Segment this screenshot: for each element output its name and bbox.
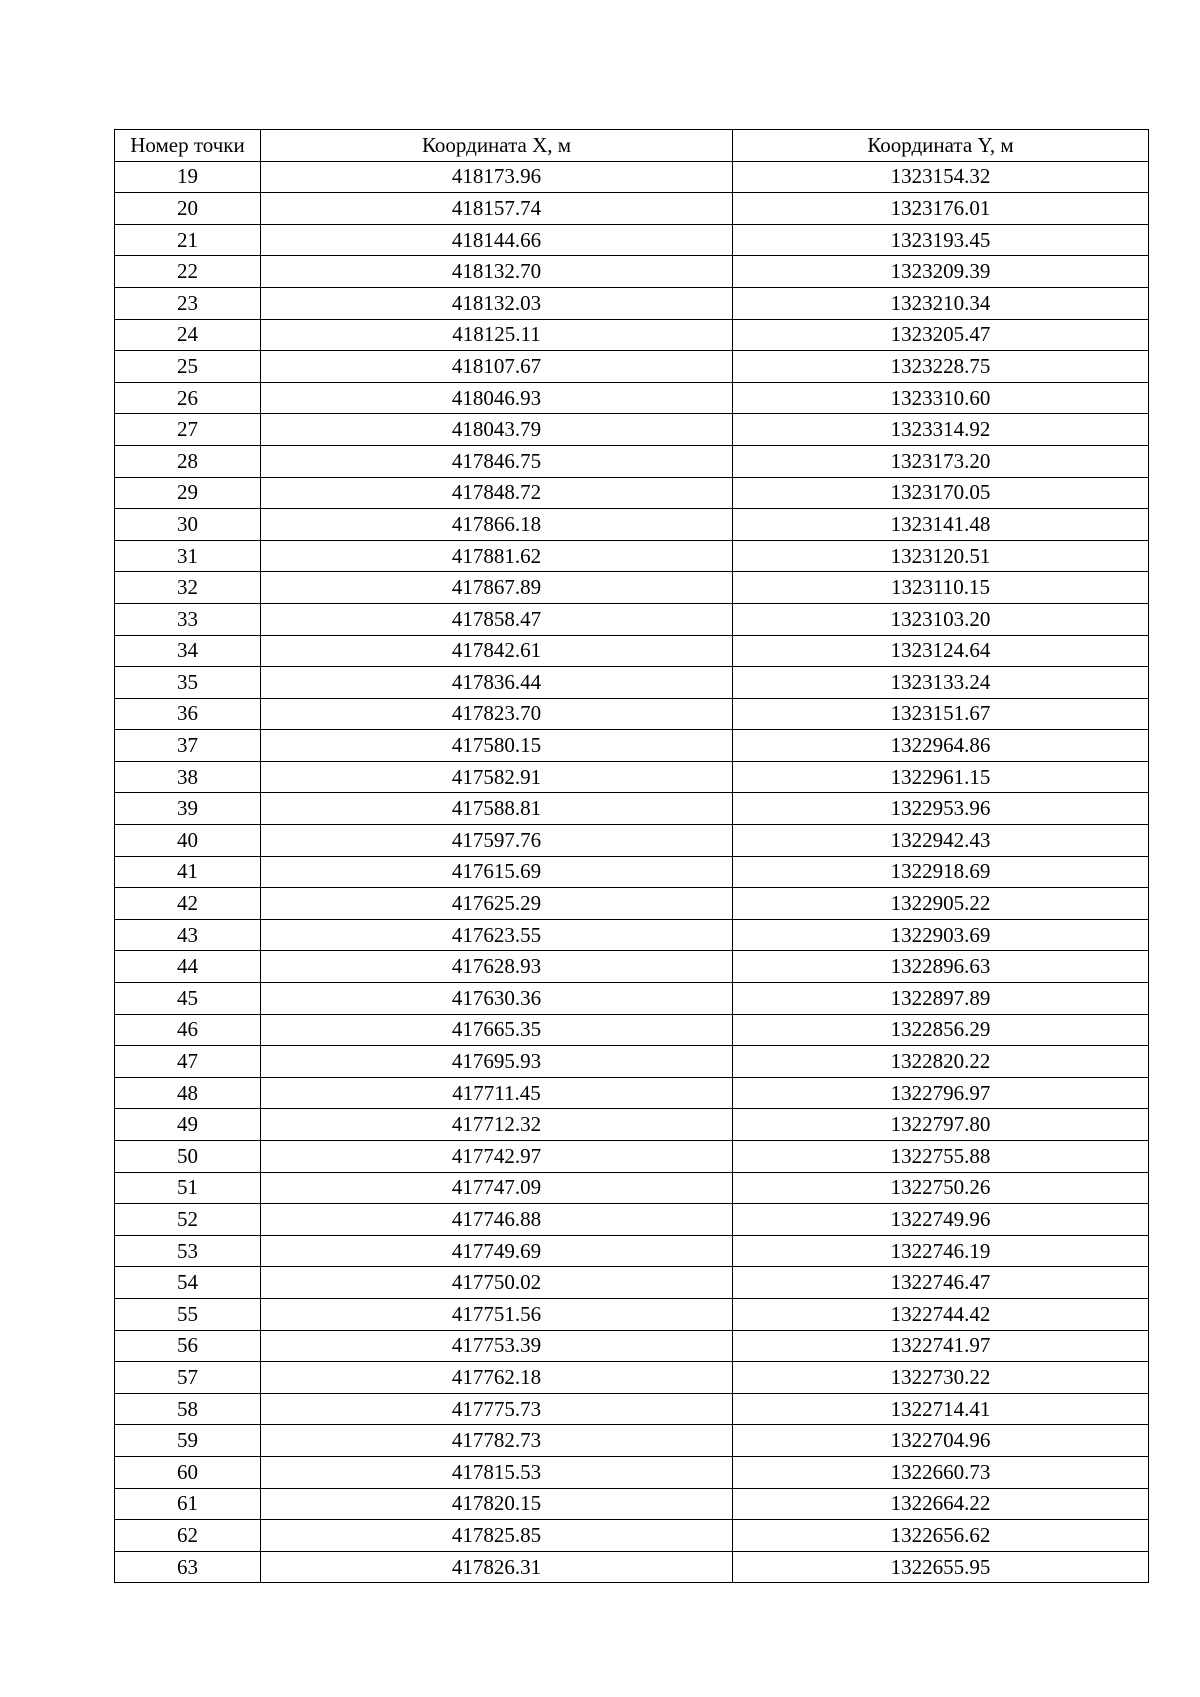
point-number-cell: 35 [115, 667, 261, 699]
coordinate-y-cell: 1323173.20 [733, 445, 1149, 477]
coordinate-x-cell: 418157.74 [261, 193, 733, 225]
table-row [115, 351, 1149, 383]
point-number-cell: 55 [115, 1298, 261, 1330]
table-row [115, 477, 1149, 509]
table-row [115, 1204, 1149, 1236]
coordinate-y-cell: 1322664.22 [733, 1488, 1149, 1520]
table-row [115, 1362, 1149, 1394]
point-number-cell: 56 [115, 1330, 261, 1362]
table-row [115, 1267, 1149, 1299]
table-row [115, 761, 1149, 793]
coordinate-y-cell: 1323205.47 [733, 319, 1149, 351]
coordinate-x-cell: 417782.73 [261, 1425, 733, 1457]
coordinate-x-cell: 417750.02 [261, 1267, 733, 1299]
coordinate-x-cell: 417881.62 [261, 540, 733, 572]
coordinate-x-cell: 418107.67 [261, 351, 733, 383]
point-number-cell: 22 [115, 256, 261, 288]
table-row [115, 1172, 1149, 1204]
coordinate-y-cell: 1322660.73 [733, 1456, 1149, 1488]
coordinate-x-cell: 417762.18 [261, 1362, 733, 1394]
table-row [115, 509, 1149, 541]
coordinate-x-cell: 417625.29 [261, 888, 733, 920]
coordinate-x-cell: 418173.96 [261, 161, 733, 193]
table-row [115, 1046, 1149, 1078]
table-row [115, 382, 1149, 414]
coordinate-x-cell: 417665.35 [261, 1014, 733, 1046]
coordinate-x-cell: 417826.31 [261, 1551, 733, 1583]
point-number-cell: 58 [115, 1393, 261, 1425]
coordinate-y-cell: 1323151.67 [733, 698, 1149, 730]
coordinate-y-cell: 1322918.69 [733, 856, 1149, 888]
coordinate-x-cell: 417712.32 [261, 1109, 733, 1141]
coordinate-y-cell: 1322820.22 [733, 1046, 1149, 1078]
coordinate-x-cell: 417742.97 [261, 1141, 733, 1173]
coordinate-x-cell: 417848.72 [261, 477, 733, 509]
point-number-cell: 37 [115, 730, 261, 762]
coordinate-x-cell: 417615.69 [261, 856, 733, 888]
coordinate-y-cell: 1322755.88 [733, 1141, 1149, 1173]
coordinate-x-cell: 418132.03 [261, 287, 733, 319]
point-number-cell: 61 [115, 1488, 261, 1520]
coordinate-y-cell: 1323228.75 [733, 351, 1149, 383]
point-number-cell: 45 [115, 983, 261, 1015]
point-number-cell: 32 [115, 572, 261, 604]
table-row [115, 730, 1149, 762]
coordinate-y-cell: 1322897.89 [733, 983, 1149, 1015]
coordinate-y-cell: 1323193.45 [733, 224, 1149, 256]
coordinate-y-cell: 1322704.96 [733, 1425, 1149, 1457]
coordinate-x-cell: 418125.11 [261, 319, 733, 351]
point-number-cell: 20 [115, 193, 261, 225]
coordinate-y-cell: 1323103.20 [733, 603, 1149, 635]
point-number-cell: 60 [115, 1456, 261, 1488]
coordinate-x-cell: 417753.39 [261, 1330, 733, 1362]
coordinate-y-cell: 1323176.01 [733, 193, 1149, 225]
table-row [115, 635, 1149, 667]
table-row [115, 1425, 1149, 1457]
table-row [115, 572, 1149, 604]
table-row [115, 1141, 1149, 1173]
coordinate-x-cell: 417846.75 [261, 445, 733, 477]
coordinate-x-cell: 417711.45 [261, 1077, 733, 1109]
coordinate-x-cell: 417746.88 [261, 1204, 733, 1236]
table-row [115, 540, 1149, 572]
table-row [115, 161, 1149, 193]
coordinate-x-cell: 417630.36 [261, 983, 733, 1015]
point-number-cell: 52 [115, 1204, 261, 1236]
point-number-cell: 50 [115, 1141, 261, 1173]
point-number-cell: 33 [115, 603, 261, 635]
table-row [115, 1330, 1149, 1362]
coordinate-x-cell: 417823.70 [261, 698, 733, 730]
table-row [115, 287, 1149, 319]
point-number-cell: 51 [115, 1172, 261, 1204]
point-number-cell: 43 [115, 919, 261, 951]
table-row [115, 603, 1149, 635]
coordinate-x-cell: 417867.89 [261, 572, 733, 604]
coordinate-y-cell: 1322964.86 [733, 730, 1149, 762]
table-body [115, 161, 1149, 1583]
point-number-cell: 59 [115, 1425, 261, 1457]
table-row [115, 983, 1149, 1015]
coordinate-x-cell: 417836.44 [261, 667, 733, 699]
coordinate-y-cell: 1322655.95 [733, 1551, 1149, 1583]
coordinate-y-cell: 1323209.39 [733, 256, 1149, 288]
coordinate-x-cell: 417751.56 [261, 1298, 733, 1330]
point-number-cell: 19 [115, 161, 261, 193]
point-number-cell: 24 [115, 319, 261, 351]
coordinate-y-cell: 1323141.48 [733, 509, 1149, 541]
point-number-cell: 38 [115, 761, 261, 793]
point-number-cell: 42 [115, 888, 261, 920]
coordinate-y-cell: 1322750.26 [733, 1172, 1149, 1204]
coordinate-y-cell: 1322797.80 [733, 1109, 1149, 1141]
coordinate-x-cell: 417825.85 [261, 1520, 733, 1552]
table-row [115, 951, 1149, 983]
table-row [115, 1393, 1149, 1425]
coordinate-x-cell: 417866.18 [261, 509, 733, 541]
point-number-cell: 47 [115, 1046, 261, 1078]
point-number-cell: 36 [115, 698, 261, 730]
coordinate-y-cell: 1323154.32 [733, 161, 1149, 193]
point-number-cell: 63 [115, 1551, 261, 1583]
coordinate-x-cell: 417580.15 [261, 730, 733, 762]
coordinate-y-cell: 1322744.42 [733, 1298, 1149, 1330]
table-row [115, 1488, 1149, 1520]
point-number-cell: 25 [115, 351, 261, 383]
coordinate-y-cell: 1323110.15 [733, 572, 1149, 604]
coordinate-y-cell: 1322953.96 [733, 793, 1149, 825]
table-row [115, 1520, 1149, 1552]
table-row [115, 224, 1149, 256]
point-number-cell: 29 [115, 477, 261, 509]
point-number-cell: 41 [115, 856, 261, 888]
coordinate-y-cell: 1322749.96 [733, 1204, 1149, 1236]
coordinate-y-cell: 1323120.51 [733, 540, 1149, 572]
table-row [115, 793, 1149, 825]
point-number-cell: 54 [115, 1267, 261, 1299]
point-number-cell: 26 [115, 382, 261, 414]
coordinate-y-cell: 1322730.22 [733, 1362, 1149, 1394]
coordinate-y-cell: 1322903.69 [733, 919, 1149, 951]
header-point-number: Номер точки [115, 130, 261, 162]
table-row [115, 256, 1149, 288]
table-header-row [115, 130, 1149, 162]
table-row [115, 414, 1149, 446]
table-row [115, 193, 1149, 225]
table-row [115, 1014, 1149, 1046]
point-number-cell: 31 [115, 540, 261, 572]
coordinate-y-cell: 1323133.24 [733, 667, 1149, 699]
point-number-cell: 53 [115, 1235, 261, 1267]
table-row [115, 825, 1149, 857]
coordinate-x-cell: 417749.69 [261, 1235, 733, 1267]
coordinate-x-cell: 418132.70 [261, 256, 733, 288]
coordinate-y-cell: 1322896.63 [733, 951, 1149, 983]
point-number-cell: 44 [115, 951, 261, 983]
coordinate-x-cell: 418043.79 [261, 414, 733, 446]
coordinate-y-cell: 1322796.97 [733, 1077, 1149, 1109]
point-number-cell: 30 [115, 509, 261, 541]
point-number-cell: 28 [115, 445, 261, 477]
coordinate-y-cell: 1322961.15 [733, 761, 1149, 793]
coordinate-y-cell: 1323124.64 [733, 635, 1149, 667]
coordinate-y-cell: 1322942.43 [733, 825, 1149, 857]
table-row [115, 1109, 1149, 1141]
coordinate-y-cell: 1323210.34 [733, 287, 1149, 319]
coordinate-y-cell: 1323170.05 [733, 477, 1149, 509]
coordinate-y-cell: 1322746.19 [733, 1235, 1149, 1267]
point-number-cell: 27 [115, 414, 261, 446]
point-number-cell: 39 [115, 793, 261, 825]
table-row [115, 1235, 1149, 1267]
table-row [115, 667, 1149, 699]
coordinate-y-cell: 1322714.41 [733, 1393, 1149, 1425]
point-number-cell: 23 [115, 287, 261, 319]
table-row [115, 1551, 1149, 1583]
point-number-cell: 40 [115, 825, 261, 857]
table-row [115, 1077, 1149, 1109]
coordinate-y-cell: 1323310.60 [733, 382, 1149, 414]
point-number-cell: 21 [115, 224, 261, 256]
coordinate-x-cell: 417628.93 [261, 951, 733, 983]
coordinate-y-cell: 1322741.97 [733, 1330, 1149, 1362]
coordinate-x-cell: 417588.81 [261, 793, 733, 825]
table-row [115, 1298, 1149, 1330]
coordinates-table [114, 129, 1149, 1583]
header-coordinate-y: Координата Y, м [733, 130, 1149, 162]
coordinate-x-cell: 417582.91 [261, 761, 733, 793]
coordinate-x-cell: 417747.09 [261, 1172, 733, 1204]
table-row [115, 1456, 1149, 1488]
point-number-cell: 57 [115, 1362, 261, 1394]
coordinate-x-cell: 417623.55 [261, 919, 733, 951]
coordinate-x-cell: 417815.53 [261, 1456, 733, 1488]
coordinate-y-cell: 1322656.62 [733, 1520, 1149, 1552]
table-row [115, 698, 1149, 730]
coordinate-x-cell: 418046.93 [261, 382, 733, 414]
table-row [115, 445, 1149, 477]
point-number-cell: 49 [115, 1109, 261, 1141]
coordinate-x-cell: 417820.15 [261, 1488, 733, 1520]
table-row [115, 919, 1149, 951]
coordinate-x-cell: 418144.66 [261, 224, 733, 256]
coordinate-x-cell: 417858.47 [261, 603, 733, 635]
table-row [115, 888, 1149, 920]
coordinate-x-cell: 417597.76 [261, 825, 733, 857]
coordinate-y-cell: 1322746.47 [733, 1267, 1149, 1299]
coordinate-y-cell: 1322856.29 [733, 1014, 1149, 1046]
table-row [115, 319, 1149, 351]
coordinate-x-cell: 417842.61 [261, 635, 733, 667]
point-number-cell: 46 [115, 1014, 261, 1046]
point-number-cell: 34 [115, 635, 261, 667]
coordinate-x-cell: 417775.73 [261, 1393, 733, 1425]
header-coordinate-x: Координата X, м [261, 130, 733, 162]
point-number-cell: 62 [115, 1520, 261, 1552]
coordinate-y-cell: 1322905.22 [733, 888, 1149, 920]
table-row [115, 856, 1149, 888]
point-number-cell: 48 [115, 1077, 261, 1109]
coordinate-y-cell: 1323314.92 [733, 414, 1149, 446]
coordinate-x-cell: 417695.93 [261, 1046, 733, 1078]
